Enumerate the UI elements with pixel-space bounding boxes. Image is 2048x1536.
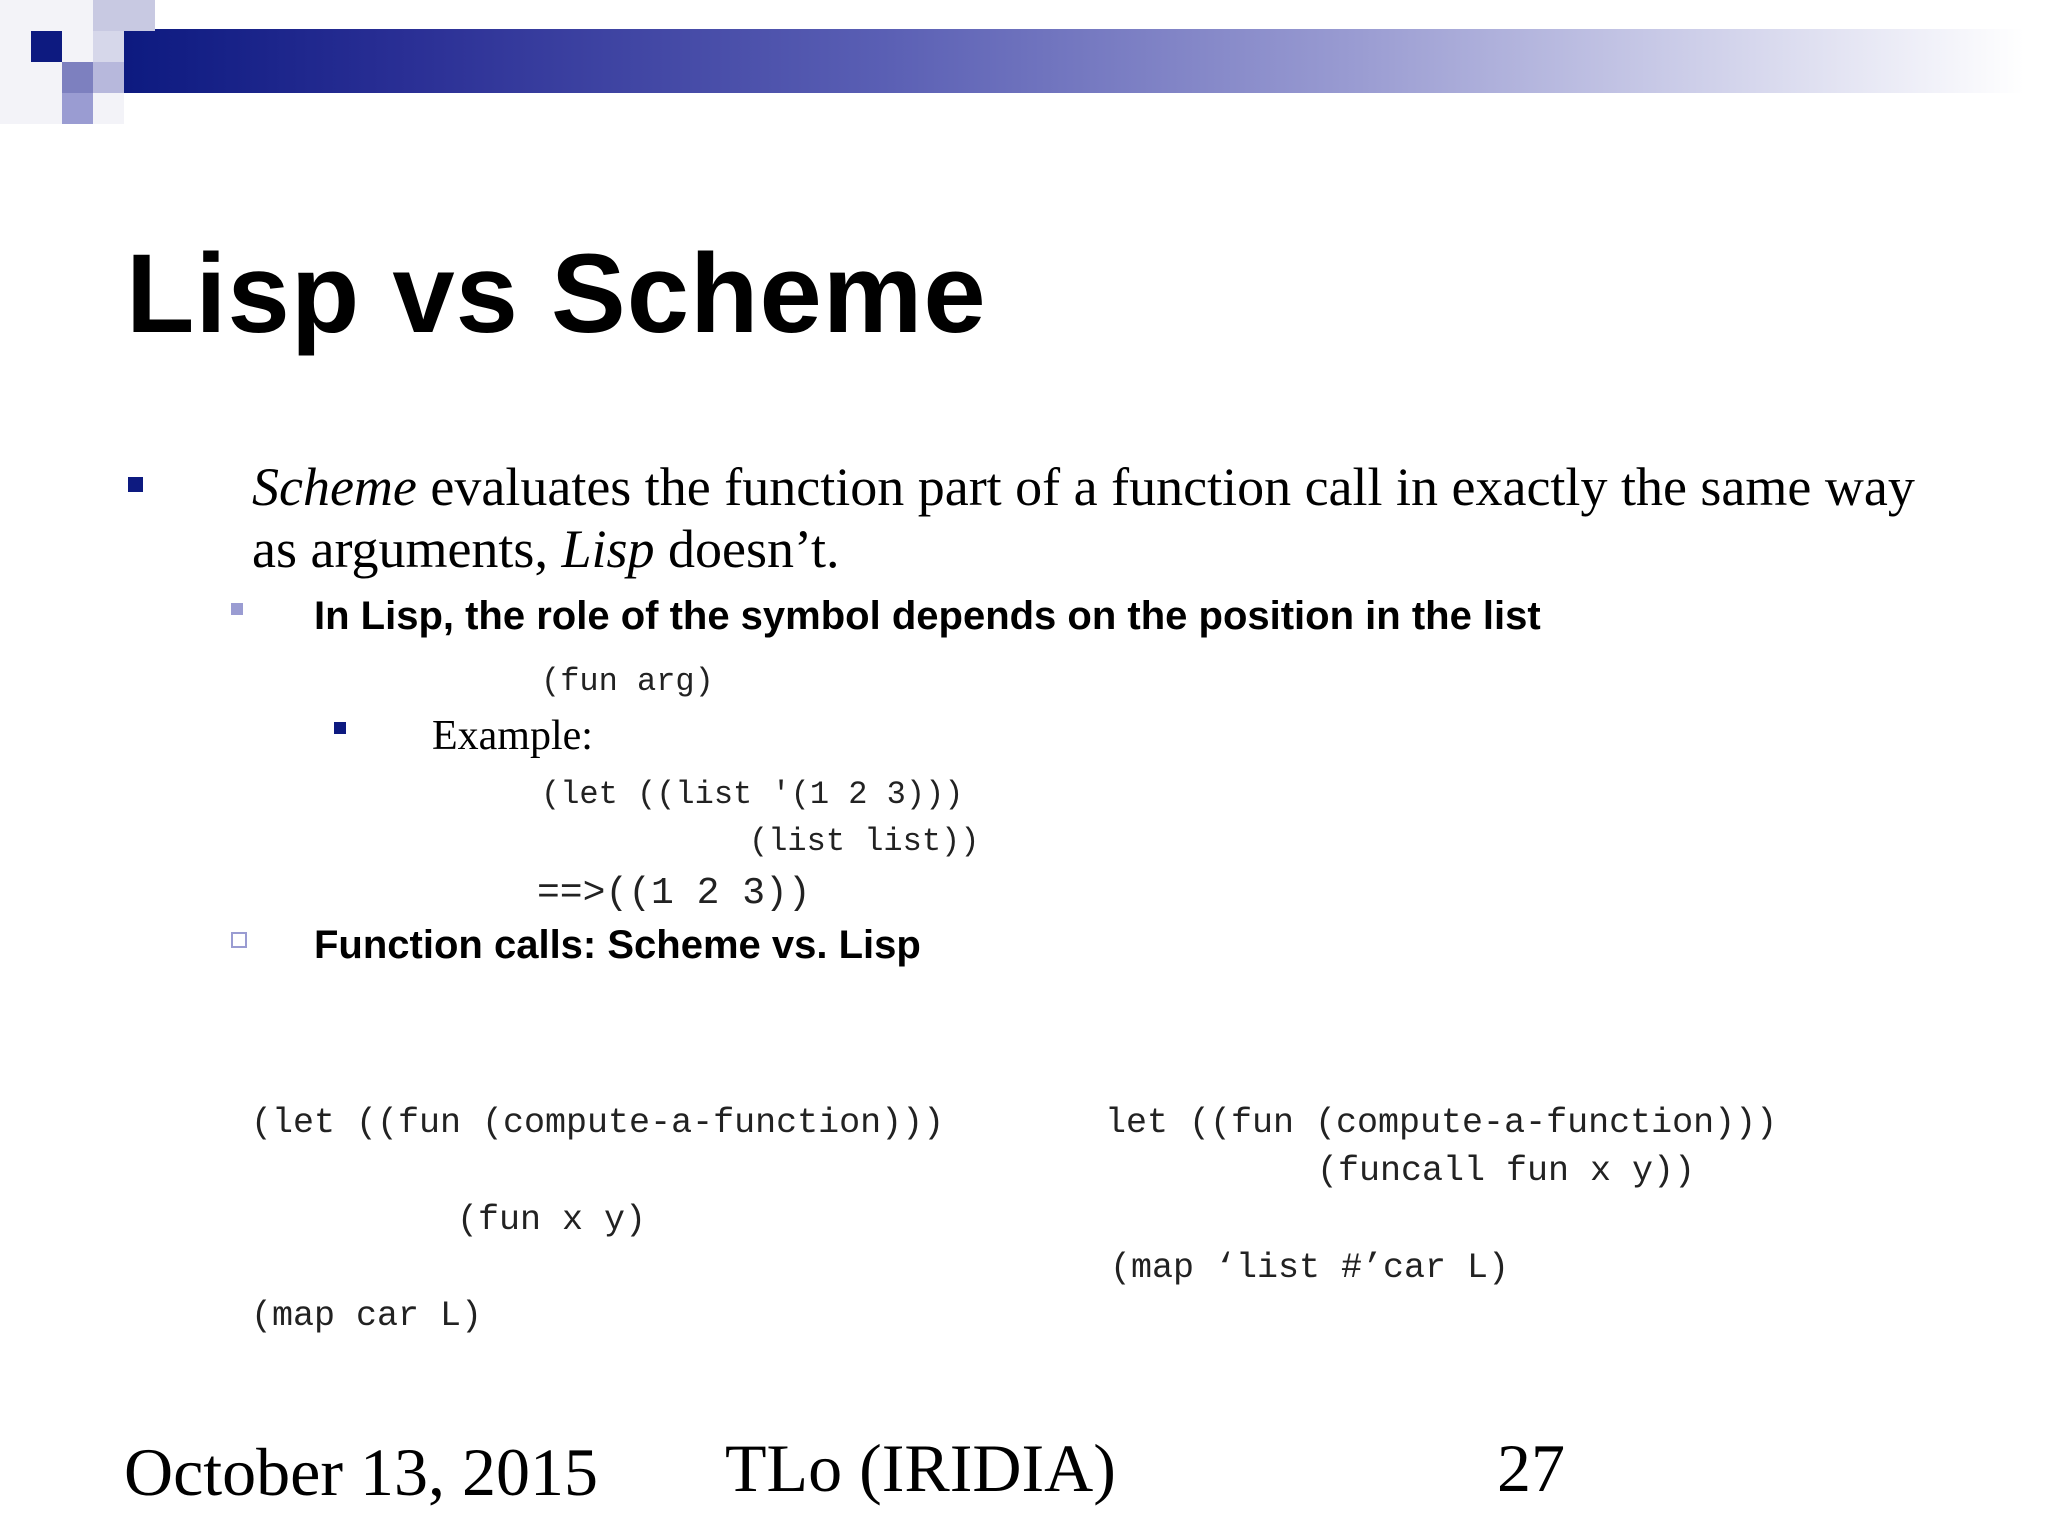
lisp-code-line2: (funcall fun x y)) bbox=[1317, 1151, 1696, 1191]
code-result: ==>((1 2 3)) bbox=[537, 872, 811, 915]
footer-date: October 13, 2015 bbox=[124, 1434, 599, 1510]
scheme-code-line2: (fun x y) bbox=[457, 1200, 647, 1240]
footer-author: TLo (IRIDIA) bbox=[725, 1430, 1116, 1506]
scheme-code-line3: (map car L) bbox=[251, 1296, 483, 1336]
code-let-line1: (let ((list '(1 2 3))) bbox=[541, 776, 964, 813]
bullet-marker-level1 bbox=[128, 477, 143, 492]
bullet-lisp-role: In Lisp, the role of the symbol depends on the position in the list bbox=[314, 594, 1541, 638]
scheme-code-line1: (let ((fun (compute-a-function))) bbox=[251, 1103, 945, 1143]
code-fun-arg: (fun arg) bbox=[541, 663, 714, 700]
bullet-text-part1: evaluates the function part of a function call in exactly the same way as arguments, bbox=[252, 457, 1915, 579]
bullet-marker-level3 bbox=[334, 722, 346, 734]
bullet-em-lisp: Lisp bbox=[561, 519, 655, 579]
bullet-function-calls: Function calls: Scheme vs. Lisp bbox=[314, 923, 921, 967]
slide-title: Lisp vs Scheme bbox=[126, 231, 987, 356]
bullet-marker-level2 bbox=[231, 603, 243, 615]
bullet-text-part2: doesn’t. bbox=[654, 519, 840, 579]
footer-page-number: 27 bbox=[1497, 1430, 1565, 1506]
lisp-code-line1: let ((fun (compute-a-function))) bbox=[1105, 1103, 1778, 1143]
bullet-scheme-evaluation bbox=[252, 456, 1952, 580]
header-gradient-bar bbox=[124, 29, 2024, 93]
example-label: Example: bbox=[432, 713, 593, 759]
bullet-marker-hollow bbox=[231, 932, 247, 948]
code-let-line2: (list list)) bbox=[749, 823, 980, 860]
lisp-code-line3: (map ‘list #’car L) bbox=[1110, 1248, 1510, 1288]
bullet-em-scheme: Scheme bbox=[252, 457, 417, 517]
